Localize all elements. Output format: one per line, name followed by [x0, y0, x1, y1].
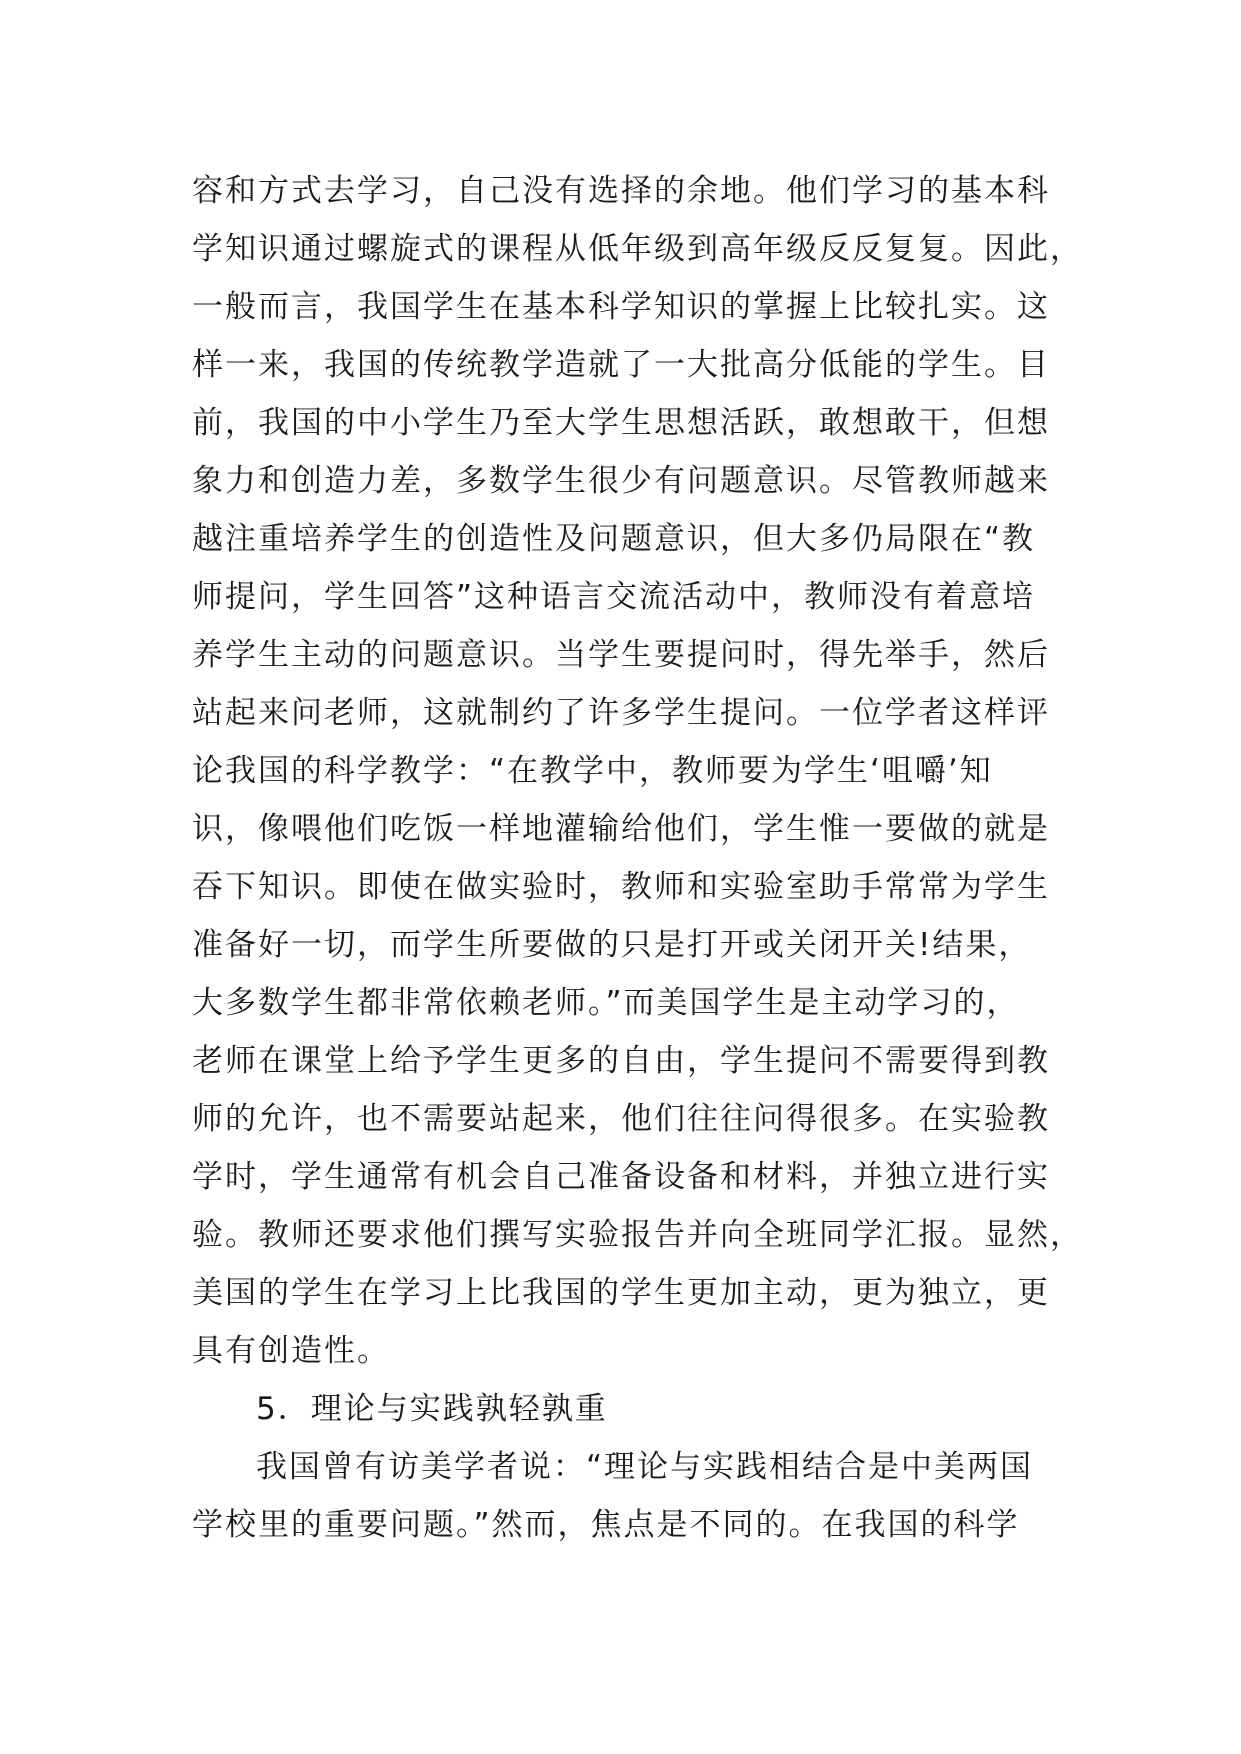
- text-line: 论我国的科学教学：“在教学中，教师要为学生‘咀嚼’知: [192, 753, 993, 789]
- text-line: 前，我国的中小学生乃至大学生思想活跃，敢想敢干，但想: [192, 405, 1050, 441]
- text-line: 具有创造性。: [192, 1333, 390, 1369]
- text-line: 象力和创造力差，多数学生很少有问题意识。尽管教师越来: [192, 463, 1050, 499]
- text-line: 我国曾有访美学者说：“理论与实践相结合是中美两国: [256, 1449, 1034, 1485]
- text-line: 识，像喂他们吃饭一样地灌输给他们，学生惟一要做的就是: [192, 811, 1050, 847]
- text-line: 学时，学生通常有机会自己准备设备和材料，并独立进行实: [192, 1159, 1050, 1195]
- text-line: 越注重培养学生的创造性及问题意识，但大多仍局限在“教: [192, 521, 1036, 557]
- text-line: 验。教师还要求他们撰写实验报告并向全班同学汇报。显然，: [192, 1217, 1083, 1253]
- text-line: 师的允许，也不需要站起来，他们往往问得很多。在实验教: [192, 1101, 1050, 1137]
- section-heading: 5．理论与实践孰轻孰重: [256, 1391, 608, 1427]
- text-line: 美国的学生在学习上比我国的学生更加主动，更为独立，更: [192, 1275, 1050, 1311]
- text-line: 学知识通过螺旋式的课程从低年级到高年级反反复复。因此，: [192, 231, 1083, 267]
- text-line: 一般而言，我国学生在基本科学知识的掌握上比较扎实。这: [192, 289, 1050, 325]
- body-text: [192, 162, 1092, 1554]
- text-line: 吞下知识。即使在做实验时，教师和实验室助手常常为学生: [192, 869, 1050, 905]
- text-line: 老师在课堂上给予学生更多的自由，学生提问不需要得到教: [192, 1043, 1050, 1079]
- text-line: 站起来问老师，这就制约了许多学生提问。一位学者这样评: [192, 695, 1050, 731]
- text-line: 准备好一切，而学生所要做的只是打开或关闭开关!结果，: [192, 927, 1032, 963]
- text-line: 样一来，我国的传统教学造就了一大批高分低能的学生。目: [192, 347, 1050, 383]
- text-line: 养学生主动的问题意识。当学生要提问时，得先举手，然后: [192, 637, 1050, 673]
- text-line: 大多数学生都非常依赖老师。”而美国学生是主动学习的，: [192, 985, 1020, 1021]
- text-line: 容和方式去学习，自己没有选择的余地。他们学习的基本科: [192, 173, 1050, 209]
- text-line: 师提问，学生回答”这种语言交流活动中，教师没有着意培: [192, 579, 1036, 615]
- text-line: 学校里的重要问题。”然而，焦点是不同的。在我国的科学: [192, 1507, 1020, 1543]
